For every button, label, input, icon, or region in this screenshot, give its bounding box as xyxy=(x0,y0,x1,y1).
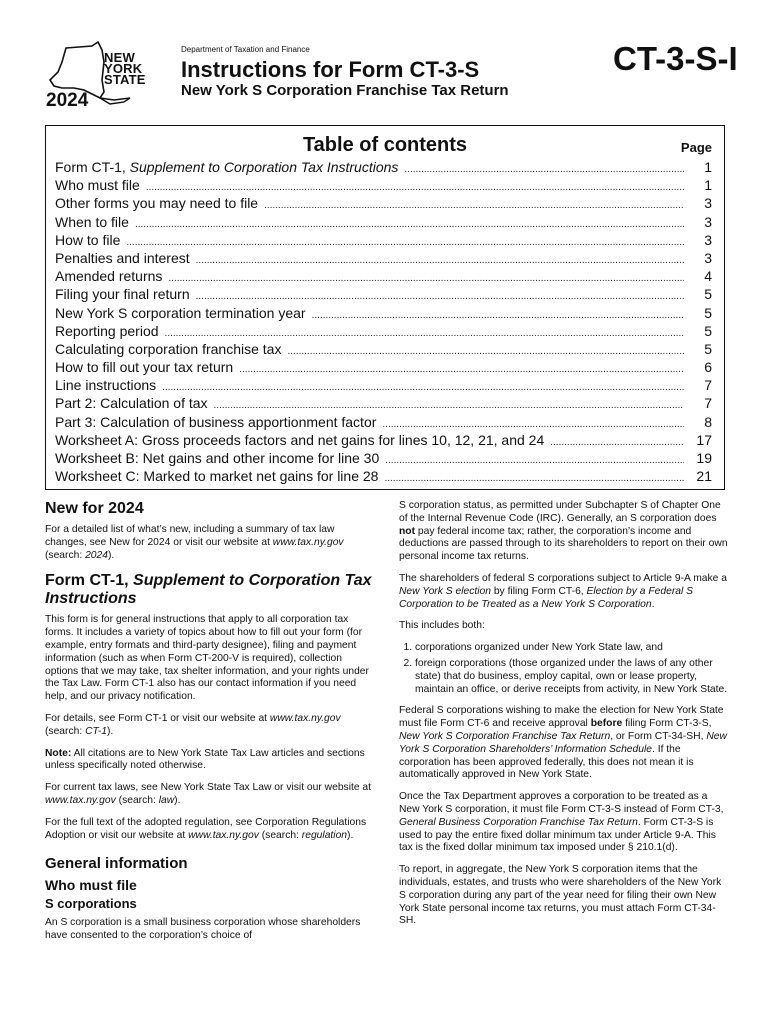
toc-leader-dots xyxy=(384,470,684,488)
toc-row[interactable] xyxy=(55,231,712,249)
toc-entry-label: Worksheet C: Marked to market net gains for line 28 xyxy=(55,468,379,485)
form-code: CT-3-S-I xyxy=(613,40,738,77)
website-link[interactable]: www.tax.ny.gov xyxy=(45,794,116,806)
aggregate-report-text: To report, in aggregate, the New York S corporation items that the individuals, estates, and trusts who were shareholders of the New York S corporation during any part of the year need for filing their own New York State personal income tax returns, you must attach Form CT-34-SH. xyxy=(399,864,722,927)
toc-entry-label: Other forms you may need to file xyxy=(55,195,259,212)
toc-entry-label: Line instructions xyxy=(55,377,157,394)
toc-title: Table of contents xyxy=(302,134,468,156)
toc-leader-dots xyxy=(264,197,684,215)
toc-page-number: 8 xyxy=(704,413,712,430)
federal-s-corp-election-text: Federal S corporations wishing to make the election for New York State must file Form CT-6 and receive approval before filing Form CT-3-S, New York S Corporation Franchise Tax Return, or Form CT-34-SH, New York S Corporation Shareholders’ Information Schedule. If the corporation has been approved federally, this does not mean it is automatically approved in New York State. xyxy=(399,705,727,781)
toc-row[interactable] xyxy=(55,322,712,340)
toc-page-number: 3 xyxy=(704,231,712,248)
toc-row[interactable] xyxy=(55,285,712,303)
toc-page-number: 19 xyxy=(696,450,712,466)
toc-page-number: 5 xyxy=(704,340,712,357)
toc-entry-label: Filing your final return xyxy=(55,286,190,303)
toc-leader-dots xyxy=(550,434,684,452)
list-item: 1. corporations organized under New York State law, and xyxy=(415,642,729,655)
corporation-types-list xyxy=(399,642,729,696)
toc-row[interactable] xyxy=(55,249,712,267)
toc-leader-dots xyxy=(135,216,684,234)
general-information-heading: General information xyxy=(45,855,188,873)
toc-row[interactable] xyxy=(55,358,712,376)
ny-s-election-text: The shareholders of federal S corporations subject to Article 9-A make a New York S election by filing Form CT-6, Election by a Federal S Corporation to be Treated as a New York S Corporation. xyxy=(399,572,727,610)
form-ct1-heading: Form CT-1, Supplement to Corporation Tax Instructions xyxy=(45,572,372,608)
nys-logo xyxy=(44,40,154,112)
toc-leader-dots xyxy=(239,361,684,379)
toc-page-number: 5 xyxy=(704,322,712,339)
toc-leader-dots xyxy=(385,452,684,470)
page-subtitle: New York S Corporation Franchise Tax Return xyxy=(181,82,509,99)
logo-year: 2024 xyxy=(46,90,89,111)
toc-row[interactable] xyxy=(55,176,712,194)
toc-row[interactable] xyxy=(55,213,712,231)
page-title: Instructions for Form CT-3-S xyxy=(181,57,480,82)
website-link[interactable]: www.tax.ny.gov xyxy=(269,712,341,724)
list-item: 2. foreign corporations (those organized under the laws of any other state) that do business, employ capital, own or lease property, maintain an office, or derive receipts from activity, in New York State. xyxy=(415,658,729,696)
toc-page-number: 7 xyxy=(704,377,712,394)
toc-row[interactable] xyxy=(55,158,712,176)
table-of-contents xyxy=(45,125,725,490)
toc-page-number: 21 xyxy=(696,468,712,485)
toc-entry-label: Part 3: Calculation of business apportionment factor xyxy=(55,413,377,430)
toc-entry-label: Reporting period xyxy=(55,322,159,339)
toc-entry-label: Calculating corporation franchise tax xyxy=(55,340,282,357)
includes-both-text: This includes both: xyxy=(399,620,485,632)
approval-text: Once the Tax Department approves a corporation to be treated as a New York S corporation, it must file Form CT-3-S instead of Form CT-3, General Business Corporation Franchise Tax Return. Form CT-3-S is used to pay the entire fixed dollar minimum tax under Article 9-A. This tax is the fixed dollar minimum tax imposed under § 210.1(d). xyxy=(399,791,724,854)
toc-row[interactable] xyxy=(55,267,712,285)
toc-entry-label: Part 2: Calculation of tax xyxy=(55,395,208,412)
toc-row[interactable] xyxy=(55,376,712,394)
form-ct1-details: For details, see Form CT-1 or visit our website at www.tax.ny.gov (search: CT-1). xyxy=(45,712,341,737)
toc-leader-dots xyxy=(287,343,684,361)
toc-leader-dots xyxy=(312,307,684,325)
regulation-text: For the full text of the adopted regulation, see Corporation Regulations Adoption or visit our website at www.tax.ny.gov (search: regulation). xyxy=(45,816,367,841)
department-name: Department of Taxation and Finance xyxy=(181,45,310,54)
toc-entry-label: Worksheet B: Net gains and other income for line 30 xyxy=(55,450,380,466)
toc-row[interactable] xyxy=(55,194,712,212)
toc-page-number: 3 xyxy=(704,249,712,266)
note-text: Note: All citations are to New York State Tax Law articles and sections unless specifically noted otherwise. xyxy=(45,747,365,772)
form-ct1-text: This form is for general instructions that apply to all corporation tax forms. It includes a variety of topics about how to fill out your form (for example, entry formats and third-party designee), filing and payment information (such as when Form CT-200-V is required), collection options that we may take, tax shelter information, and your rights under the Tax Law. Form CT-1 also has our contact information if you need help, and our privacy notification. xyxy=(45,614,369,703)
toc-page-number: 1 xyxy=(704,159,712,175)
toc-leader-dots xyxy=(404,161,684,179)
toc-entry-label: Penalties and interest xyxy=(55,249,190,266)
new-for-2024-heading: New for 2024 xyxy=(45,500,144,517)
toc-list xyxy=(55,158,712,485)
toc-row[interactable] xyxy=(55,431,712,449)
toc-row[interactable] xyxy=(55,340,712,358)
toc-row[interactable] xyxy=(55,449,712,467)
toc-leader-dots xyxy=(162,379,684,397)
toc-page-number: 3 xyxy=(704,213,712,230)
toc-leader-dots xyxy=(168,270,684,288)
s-corporations-heading: S corporations xyxy=(45,895,137,911)
toc-page-label: Page xyxy=(680,140,712,155)
toc-row[interactable] xyxy=(55,394,712,412)
right-column xyxy=(399,500,729,937)
toc-leader-dots xyxy=(196,252,684,270)
toc-entry-label: Amended returns xyxy=(55,268,163,285)
toc-page-number: 5 xyxy=(704,286,712,303)
toc-page-number: 1 xyxy=(704,177,712,194)
toc-entry-label: Worksheet A: Gross proceeds factors and net gains for lines 10, 12, 21, and 24 xyxy=(55,431,545,448)
toc-entry-label: How to file xyxy=(55,231,121,248)
toc-page-number: 4 xyxy=(704,268,712,285)
toc-entry-label: New York S corporation termination year xyxy=(55,304,306,321)
toc-entry-label: How to fill out your tax return xyxy=(55,359,234,376)
tax-laws-text: For current tax laws, see New York State Tax Law or visit our website at www.tax.ny.gov (search: law). xyxy=(45,782,372,806)
toc-row[interactable] xyxy=(55,413,712,431)
toc-entry-label: When to file xyxy=(55,213,129,230)
left-column xyxy=(45,500,375,951)
who-must-file-heading: Who must file xyxy=(45,877,137,894)
toc-page-number: 5 xyxy=(704,304,712,321)
new-for-2024-text: For a detailed list of what’s new, including a summary of tax law changes, see New for 2024 or visit our website at www.tax.ny.gov (search: 2024). xyxy=(45,524,344,561)
s-corporations-text: An S corporation is a small business corporation whose shareholders have consented to the corporation’s choice of xyxy=(45,916,361,941)
toc-page-number: 17 xyxy=(696,431,712,448)
s-corp-status-text: S corporation status, as permitted under Subchapter S of Chapter One of the Internal Revenue Code (IRC). Generally, an S corporation does not pay federal income tax; rather, the corporation’s income and deductions are passed through to its shareholders to report on their own personal income tax returns. xyxy=(399,500,728,563)
website-link[interactable]: www.tax.ny.gov xyxy=(272,536,344,548)
toc-entry-label: Who must file xyxy=(55,177,140,194)
logo-wordmark: NEW YORK STATE xyxy=(104,50,146,87)
website-link[interactable]: www.tax.ny.gov xyxy=(188,829,259,841)
toc-row[interactable] xyxy=(55,304,712,322)
toc-page-number: 3 xyxy=(704,195,712,212)
toc-leader-dots xyxy=(126,234,684,252)
toc-row[interactable] xyxy=(55,467,712,485)
toc-page-number: 7 xyxy=(704,395,712,412)
toc-page-number: 6 xyxy=(704,359,712,376)
toc-entry-label: Form CT-1, Supplement to Corporation Tax Instructions xyxy=(55,159,399,175)
